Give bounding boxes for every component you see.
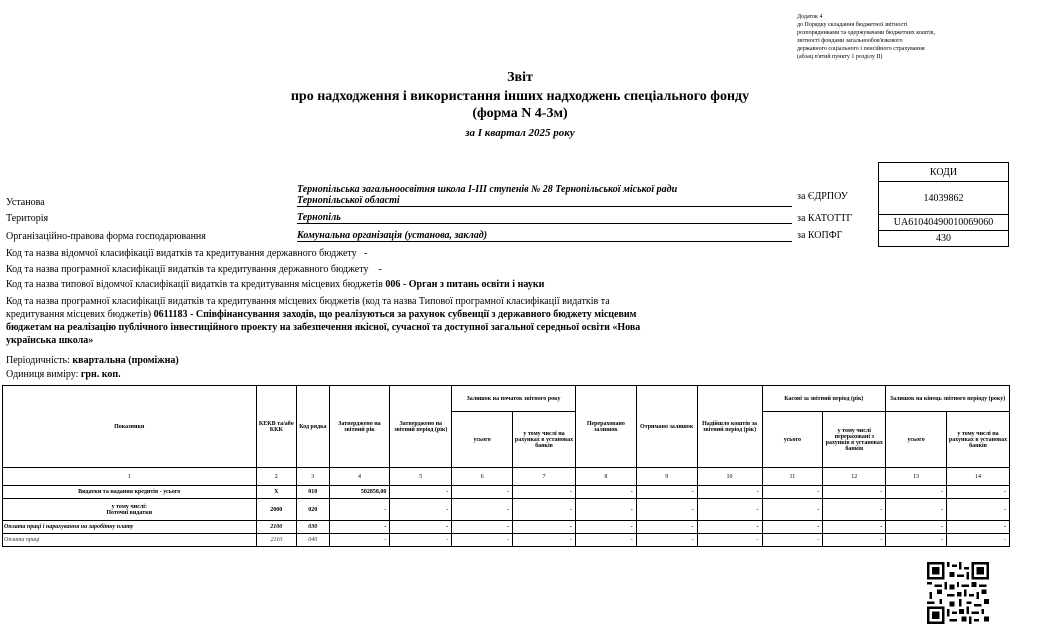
local-class-value: 0611183 - Співфінансування заходів, що реалізуються за рахунок субвенції з державного бюджету місцевим bbox=[153, 309, 637, 320]
header-total: усього bbox=[452, 412, 513, 468]
kopfg-label: за КОПФГ bbox=[797, 230, 843, 241]
row-name: Оплата праці і нарахування на заробітну плату bbox=[3, 521, 257, 534]
col-number: 2 bbox=[256, 468, 297, 486]
row-code: 020 bbox=[297, 499, 329, 521]
row-code: 010 bbox=[297, 486, 329, 499]
column-numbers-row bbox=[3, 468, 1010, 486]
row-cell: - bbox=[575, 534, 636, 547]
row-cell: - bbox=[390, 486, 452, 499]
header-incl-transferred: у тому числі перераховані з рахунків в установах банків bbox=[823, 412, 886, 468]
header-incl-banks: у тому числі на рахунках в установах банків bbox=[947, 412, 1010, 468]
col-number: 12 bbox=[823, 468, 886, 486]
row-cell: - bbox=[947, 521, 1010, 534]
local-class-label: Код та назва програмної класифікації видатків та кредитування місцевих бюджетів (код та назва Типової програмної класифікації видатків та bbox=[6, 296, 610, 307]
note-line: до Порядку складання бюджетної звітності bbox=[797, 22, 908, 28]
row-approved: - bbox=[329, 534, 390, 547]
row-cell: - bbox=[886, 499, 947, 521]
report-period: за I квартал 2025 року bbox=[465, 127, 575, 139]
note-line: Додаток 4 bbox=[797, 14, 823, 20]
prog-class-label: Код та назва програмної класифікації видатків та кредитування державного бюджету bbox=[6, 264, 369, 275]
periodicity-value: квартальна (проміжна) bbox=[72, 355, 179, 366]
row-approved: - bbox=[329, 521, 390, 534]
row-cell: - bbox=[575, 499, 636, 521]
row-code: 030 bbox=[297, 521, 329, 534]
row-cell: - bbox=[762, 499, 823, 521]
row-name: Оплата праці bbox=[3, 534, 257, 547]
row-kekv: X bbox=[256, 486, 297, 499]
row-cell: - bbox=[886, 521, 947, 534]
typical-class-value: 006 - Орган з питань освіти і науки bbox=[385, 279, 545, 290]
local-class-value: бюджетам на реалізацію публічного інвестиційного проекту на забезпечення якісної, сучасної та доступної загальної середньої освіти «Нова bbox=[6, 322, 641, 333]
col-number: 10 bbox=[697, 468, 762, 486]
header-code: Код рядка bbox=[297, 386, 329, 468]
row-cell: - bbox=[390, 534, 452, 547]
row-cell: - bbox=[513, 521, 576, 534]
header-cash: Касові за звітний період (рік) bbox=[762, 386, 886, 412]
header-indicators: Показники bbox=[3, 386, 257, 468]
katottg-value: UA61040490010069060 bbox=[879, 215, 1009, 231]
col-number: 13 bbox=[886, 468, 947, 486]
header-kekv: КЕКВ та/або ККК bbox=[256, 386, 297, 468]
institution-line: Тернопільська загальноосвітня школа I-III ступенів № 28 Тернопільської міської ради bbox=[297, 184, 678, 195]
row-cell: - bbox=[452, 534, 513, 547]
header-approved-year: Затверджено на звітний рік bbox=[329, 386, 390, 468]
table-row bbox=[3, 521, 1010, 534]
dept-class-row bbox=[6, 248, 368, 259]
row-cell: - bbox=[575, 521, 636, 534]
header-incl-banks: у тому числі на рахунках в установах банків bbox=[513, 412, 576, 468]
row-cell: - bbox=[636, 499, 697, 521]
report-form: (форма N 4-3м) bbox=[472, 106, 568, 121]
appendix-note bbox=[797, 13, 935, 61]
row-kekv: 2110 bbox=[256, 534, 297, 547]
territory-value: Тернопіль bbox=[297, 212, 792, 224]
row-cell: - bbox=[947, 499, 1010, 521]
row-cell: - bbox=[762, 534, 823, 547]
table-row bbox=[3, 534, 1010, 547]
row-cell: - bbox=[452, 486, 513, 499]
org-form-label: Організаційно-правова форма господарювання bbox=[6, 231, 206, 242]
row-cell: - bbox=[823, 521, 886, 534]
row-cell: - bbox=[947, 486, 1010, 499]
row-code: 040 bbox=[297, 534, 329, 547]
col-number: 6 bbox=[452, 468, 513, 486]
report-subtitle: про надходження і використання інших надходжень спеціального фонду bbox=[290, 89, 750, 104]
org-form-value: Комунальна організація (установа, заклад) bbox=[297, 230, 792, 242]
row-name-line: Поточні видатки bbox=[106, 509, 153, 516]
row-cell: - bbox=[697, 499, 762, 521]
row-kekv: 2100 bbox=[256, 521, 297, 534]
row-cell: - bbox=[513, 499, 576, 521]
institution-value bbox=[297, 184, 792, 207]
row-approved: - bbox=[329, 499, 390, 521]
row-kekv: 2000 bbox=[256, 499, 297, 521]
row-cell: - bbox=[762, 486, 823, 499]
col-number: 14 bbox=[947, 468, 1010, 486]
header-total: усього bbox=[886, 412, 947, 468]
edrpou-label: за ЄДРПОУ bbox=[797, 191, 848, 202]
institution-line: Тернопільської області bbox=[297, 195, 792, 207]
row-cell: - bbox=[390, 499, 452, 521]
row-cell: - bbox=[636, 534, 697, 547]
col-number: 5 bbox=[390, 468, 452, 486]
row-cell: - bbox=[886, 486, 947, 499]
typical-class-label: Код та назва типової відомчої класифікації видатків та кредитування місцевих бюджетів bbox=[6, 279, 383, 290]
header-balance-end: Залишок на кінець звітного періоду (року) bbox=[886, 386, 1010, 412]
unit-label: Одиниця виміру: bbox=[6, 369, 79, 380]
typical-class-row bbox=[6, 279, 544, 290]
local-class-block bbox=[6, 295, 640, 347]
table-row bbox=[3, 486, 1010, 499]
institution-label: Установа bbox=[6, 197, 45, 208]
local-class-value: українська школа» bbox=[6, 335, 94, 346]
row-cell: - bbox=[823, 534, 886, 547]
header-income: Надійшло коштів за звітний період (рік) bbox=[697, 386, 762, 468]
row-cell: - bbox=[452, 521, 513, 534]
row-cell: - bbox=[575, 486, 636, 499]
note-line: звітності фондами загальнообов'язкового bbox=[797, 38, 903, 44]
report-title: Звіт bbox=[507, 70, 533, 85]
row-name bbox=[3, 499, 257, 521]
row-approved: 502858,00 bbox=[329, 486, 390, 499]
table-row bbox=[3, 499, 1010, 521]
unit-value: грн. коп. bbox=[80, 369, 121, 380]
row-cell: - bbox=[886, 534, 947, 547]
prog-class-value: - bbox=[378, 264, 382, 275]
row-cell: - bbox=[697, 534, 762, 547]
qr-code-icon bbox=[927, 562, 989, 624]
codes-header: КОДИ bbox=[879, 163, 1009, 182]
row-name: Видатки та надання кредитів - усього bbox=[3, 486, 257, 499]
prog-class-row bbox=[6, 264, 382, 275]
row-cell: - bbox=[697, 521, 762, 534]
col-number: 9 bbox=[636, 468, 697, 486]
row-cell: - bbox=[636, 521, 697, 534]
header-approved-period: Затверджено на звітний період (рік) bbox=[390, 386, 452, 468]
row-cell: - bbox=[513, 534, 576, 547]
unit-row bbox=[6, 369, 121, 380]
katottg-label: за КАТОТТГ bbox=[797, 213, 853, 224]
row-cell: - bbox=[452, 499, 513, 521]
note-line: державного соціального і пенсійного страхування bbox=[797, 46, 925, 52]
note-line: (абзац п'ятий пункту 1 розділу II) bbox=[797, 54, 883, 60]
note-line: розпорядниками та одержувачами бюджетних коштів, bbox=[797, 30, 936, 36]
header-balance-start: Залишок на початок звітного року bbox=[452, 386, 576, 412]
row-cell: - bbox=[390, 521, 452, 534]
col-number: 8 bbox=[575, 468, 636, 486]
edrpou-value: 14039862 bbox=[879, 182, 1009, 215]
col-number: 4 bbox=[329, 468, 390, 486]
header-total: усього bbox=[762, 412, 823, 468]
row-name-line: у тому числі: bbox=[111, 503, 147, 510]
periodicity-label: Періодичність: bbox=[6, 355, 70, 366]
report-table bbox=[2, 385, 1010, 547]
row-cell: - bbox=[636, 486, 697, 499]
periodicity-row bbox=[6, 355, 179, 366]
row-cell: - bbox=[697, 486, 762, 499]
dept-class-label: Код та назва відомчої класифікації видатків та кредитування державного бюджету bbox=[6, 248, 357, 259]
row-cell: - bbox=[947, 534, 1010, 547]
col-number: 1 bbox=[3, 468, 257, 486]
col-number: 3 bbox=[297, 468, 329, 486]
col-number: 7 bbox=[513, 468, 576, 486]
local-class-label: кредитування місцевих бюджетів) bbox=[6, 309, 152, 320]
row-cell: - bbox=[823, 486, 886, 499]
row-cell: - bbox=[513, 486, 576, 499]
row-cell: - bbox=[762, 521, 823, 534]
header-transferred: Перераховано залишок bbox=[575, 386, 636, 468]
row-cell: - bbox=[823, 499, 886, 521]
dept-class-value: - bbox=[364, 248, 368, 259]
codes-table bbox=[878, 162, 1009, 247]
territory-label: Територія bbox=[6, 213, 49, 224]
header-received: Отримано залишок bbox=[636, 386, 697, 468]
kopfg-value: 430 bbox=[879, 231, 1009, 247]
col-number: 11 bbox=[762, 468, 823, 486]
